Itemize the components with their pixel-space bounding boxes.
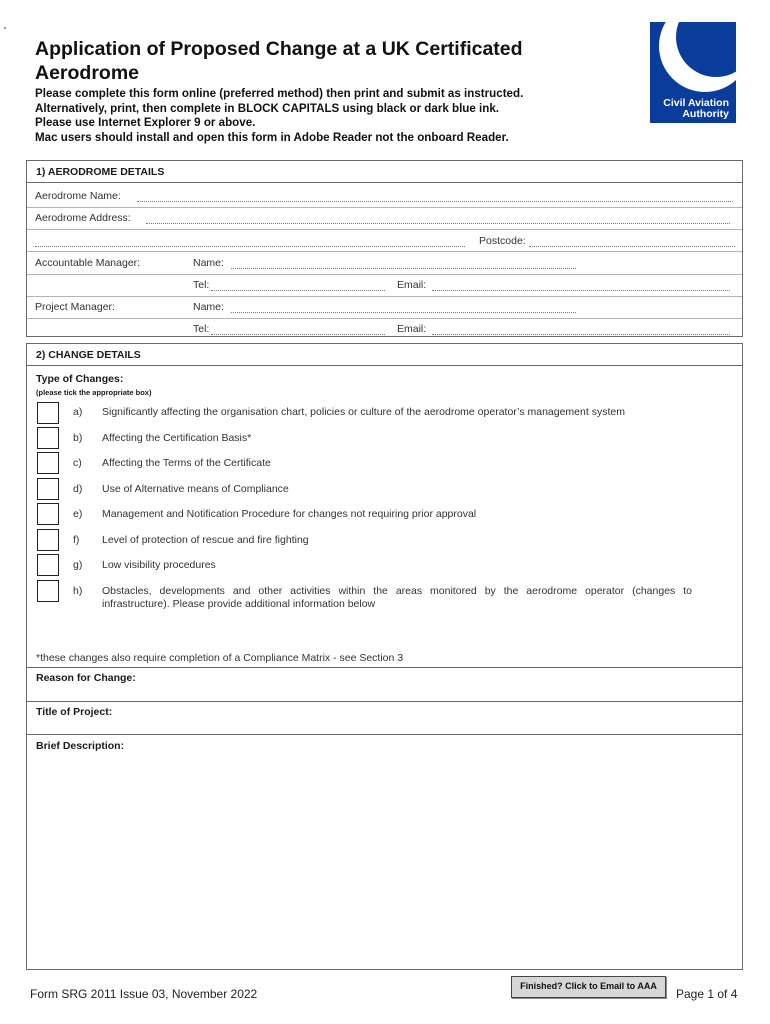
accountable-manager-email-field[interactable] xyxy=(432,279,730,291)
reason-for-change-label: Reason for Change: xyxy=(36,672,136,684)
option-letter: h) xyxy=(73,585,83,597)
tel-label: Tel: xyxy=(193,279,210,291)
brief-description-label: Brief Description: xyxy=(36,740,125,752)
checkbox-d[interactable] xyxy=(37,478,59,500)
form-reference: Form SRG 2011 Issue 03, November 2022 xyxy=(30,987,258,1001)
title-line-1: Application of Proposed Change at a UK Certificated xyxy=(35,38,523,60)
project-manager-email-field[interactable] xyxy=(432,323,730,335)
postcode-label: Postcode: xyxy=(479,235,526,247)
email-submit-button[interactable]: Finished? Click to Email to AAA xyxy=(511,976,666,998)
option-letter: e) xyxy=(73,508,83,520)
email-label: Email: xyxy=(397,279,427,291)
option-letter: f) xyxy=(73,534,80,546)
project-manager-label: Project Manager: xyxy=(35,301,115,313)
aerodrome-address-line2-field[interactable] xyxy=(35,235,465,247)
checkbox-c[interactable] xyxy=(37,452,59,474)
option-text: Low visibility procedures xyxy=(102,559,216,571)
instruction-line: Please complete this form online (preferred method) then print and submit as instructed. xyxy=(35,87,524,100)
instructions xyxy=(35,87,615,145)
title-of-project-label: Title of Project: xyxy=(36,706,113,718)
caa-logo xyxy=(650,22,736,123)
aerodrome-address-field[interactable] xyxy=(146,212,730,224)
name-label: Name: xyxy=(193,257,224,269)
option-text: Use of Alternative means of Compliance xyxy=(102,483,289,495)
page-number: Page 1 of 4 xyxy=(676,987,738,1001)
email-label: Email: xyxy=(397,323,427,335)
name-label: Name: xyxy=(193,301,224,313)
checkbox-f[interactable] xyxy=(37,529,59,551)
project-manager-tel-field[interactable] xyxy=(211,323,385,335)
title-of-project-field[interactable] xyxy=(27,718,742,734)
page-title xyxy=(35,37,595,85)
logo-text: Civil Aviation Authority xyxy=(663,97,729,120)
instruction-line: Please use Internet Explorer 9 or above. xyxy=(35,116,256,130)
option-letter: g) xyxy=(73,559,83,571)
checkbox-h[interactable] xyxy=(37,580,59,602)
accountable-manager-label: Accountable Manager: xyxy=(35,257,141,269)
option-letter: d) xyxy=(73,483,83,495)
scan-mark xyxy=(4,27,6,29)
option-text: Management and Notification Procedure for changes not requiring prior approval xyxy=(102,508,477,520)
aerodrome-details-section xyxy=(26,160,743,337)
option-text: Affecting the Certification Basis* xyxy=(102,432,252,444)
postcode-field[interactable] xyxy=(529,235,735,247)
checkbox-e[interactable] xyxy=(37,503,59,525)
aerodrome-name-label: Aerodrome Name: xyxy=(35,190,121,202)
footnote: *these changes also require completion of a Compliance Matrix - see Section 3 xyxy=(36,652,404,664)
tick-hint: (please tick the appropriate box) xyxy=(36,388,152,397)
project-manager-name-field[interactable] xyxy=(231,301,576,313)
instruction-line: Alternatively, print, then complete in BLOCK CAPITALS using black or dark blue ink. xyxy=(35,101,500,115)
option-text: Significantly affecting the organisation chart, policies or culture of the aerodrome operator’s management system xyxy=(102,406,625,418)
option-letter: c) xyxy=(73,457,82,469)
title-line-2: Aerodrome xyxy=(35,62,140,84)
change-details-section xyxy=(26,343,743,970)
option-text: Obstacles, developments and other activities within the areas monitored by the aerodrome operator (changes to infrastructure). Please provide additional information below xyxy=(102,585,692,610)
tel-label: Tel: xyxy=(193,323,210,335)
brief-description-field[interactable] xyxy=(27,754,742,969)
checkbox-a[interactable] xyxy=(37,402,59,424)
option-text: Affecting the Terms of the Certificate xyxy=(102,457,271,469)
checkbox-g[interactable] xyxy=(37,554,59,576)
option-text: Level of protection of rescue and fire fighting xyxy=(102,534,309,546)
section-heading: 1) AERODROME DETAILS xyxy=(27,161,742,183)
accountable-manager-tel-field[interactable] xyxy=(211,279,385,291)
checkbox-b[interactable] xyxy=(37,427,59,449)
aerodrome-address-label: Aerodrome Address: xyxy=(35,212,131,224)
reason-for-change-field[interactable] xyxy=(27,684,742,701)
type-of-changes-label: Type of Changes: xyxy=(36,373,124,385)
instruction-line: Mac users should install and open this form in Adobe Reader not the onboard Reader. xyxy=(35,130,509,144)
option-letter: a) xyxy=(73,406,83,418)
accountable-manager-name-field[interactable] xyxy=(231,257,576,269)
option-letter: b) xyxy=(73,432,83,444)
section-heading: 2) CHANGE DETAILS xyxy=(27,344,742,366)
aerodrome-name-field[interactable] xyxy=(137,190,733,202)
